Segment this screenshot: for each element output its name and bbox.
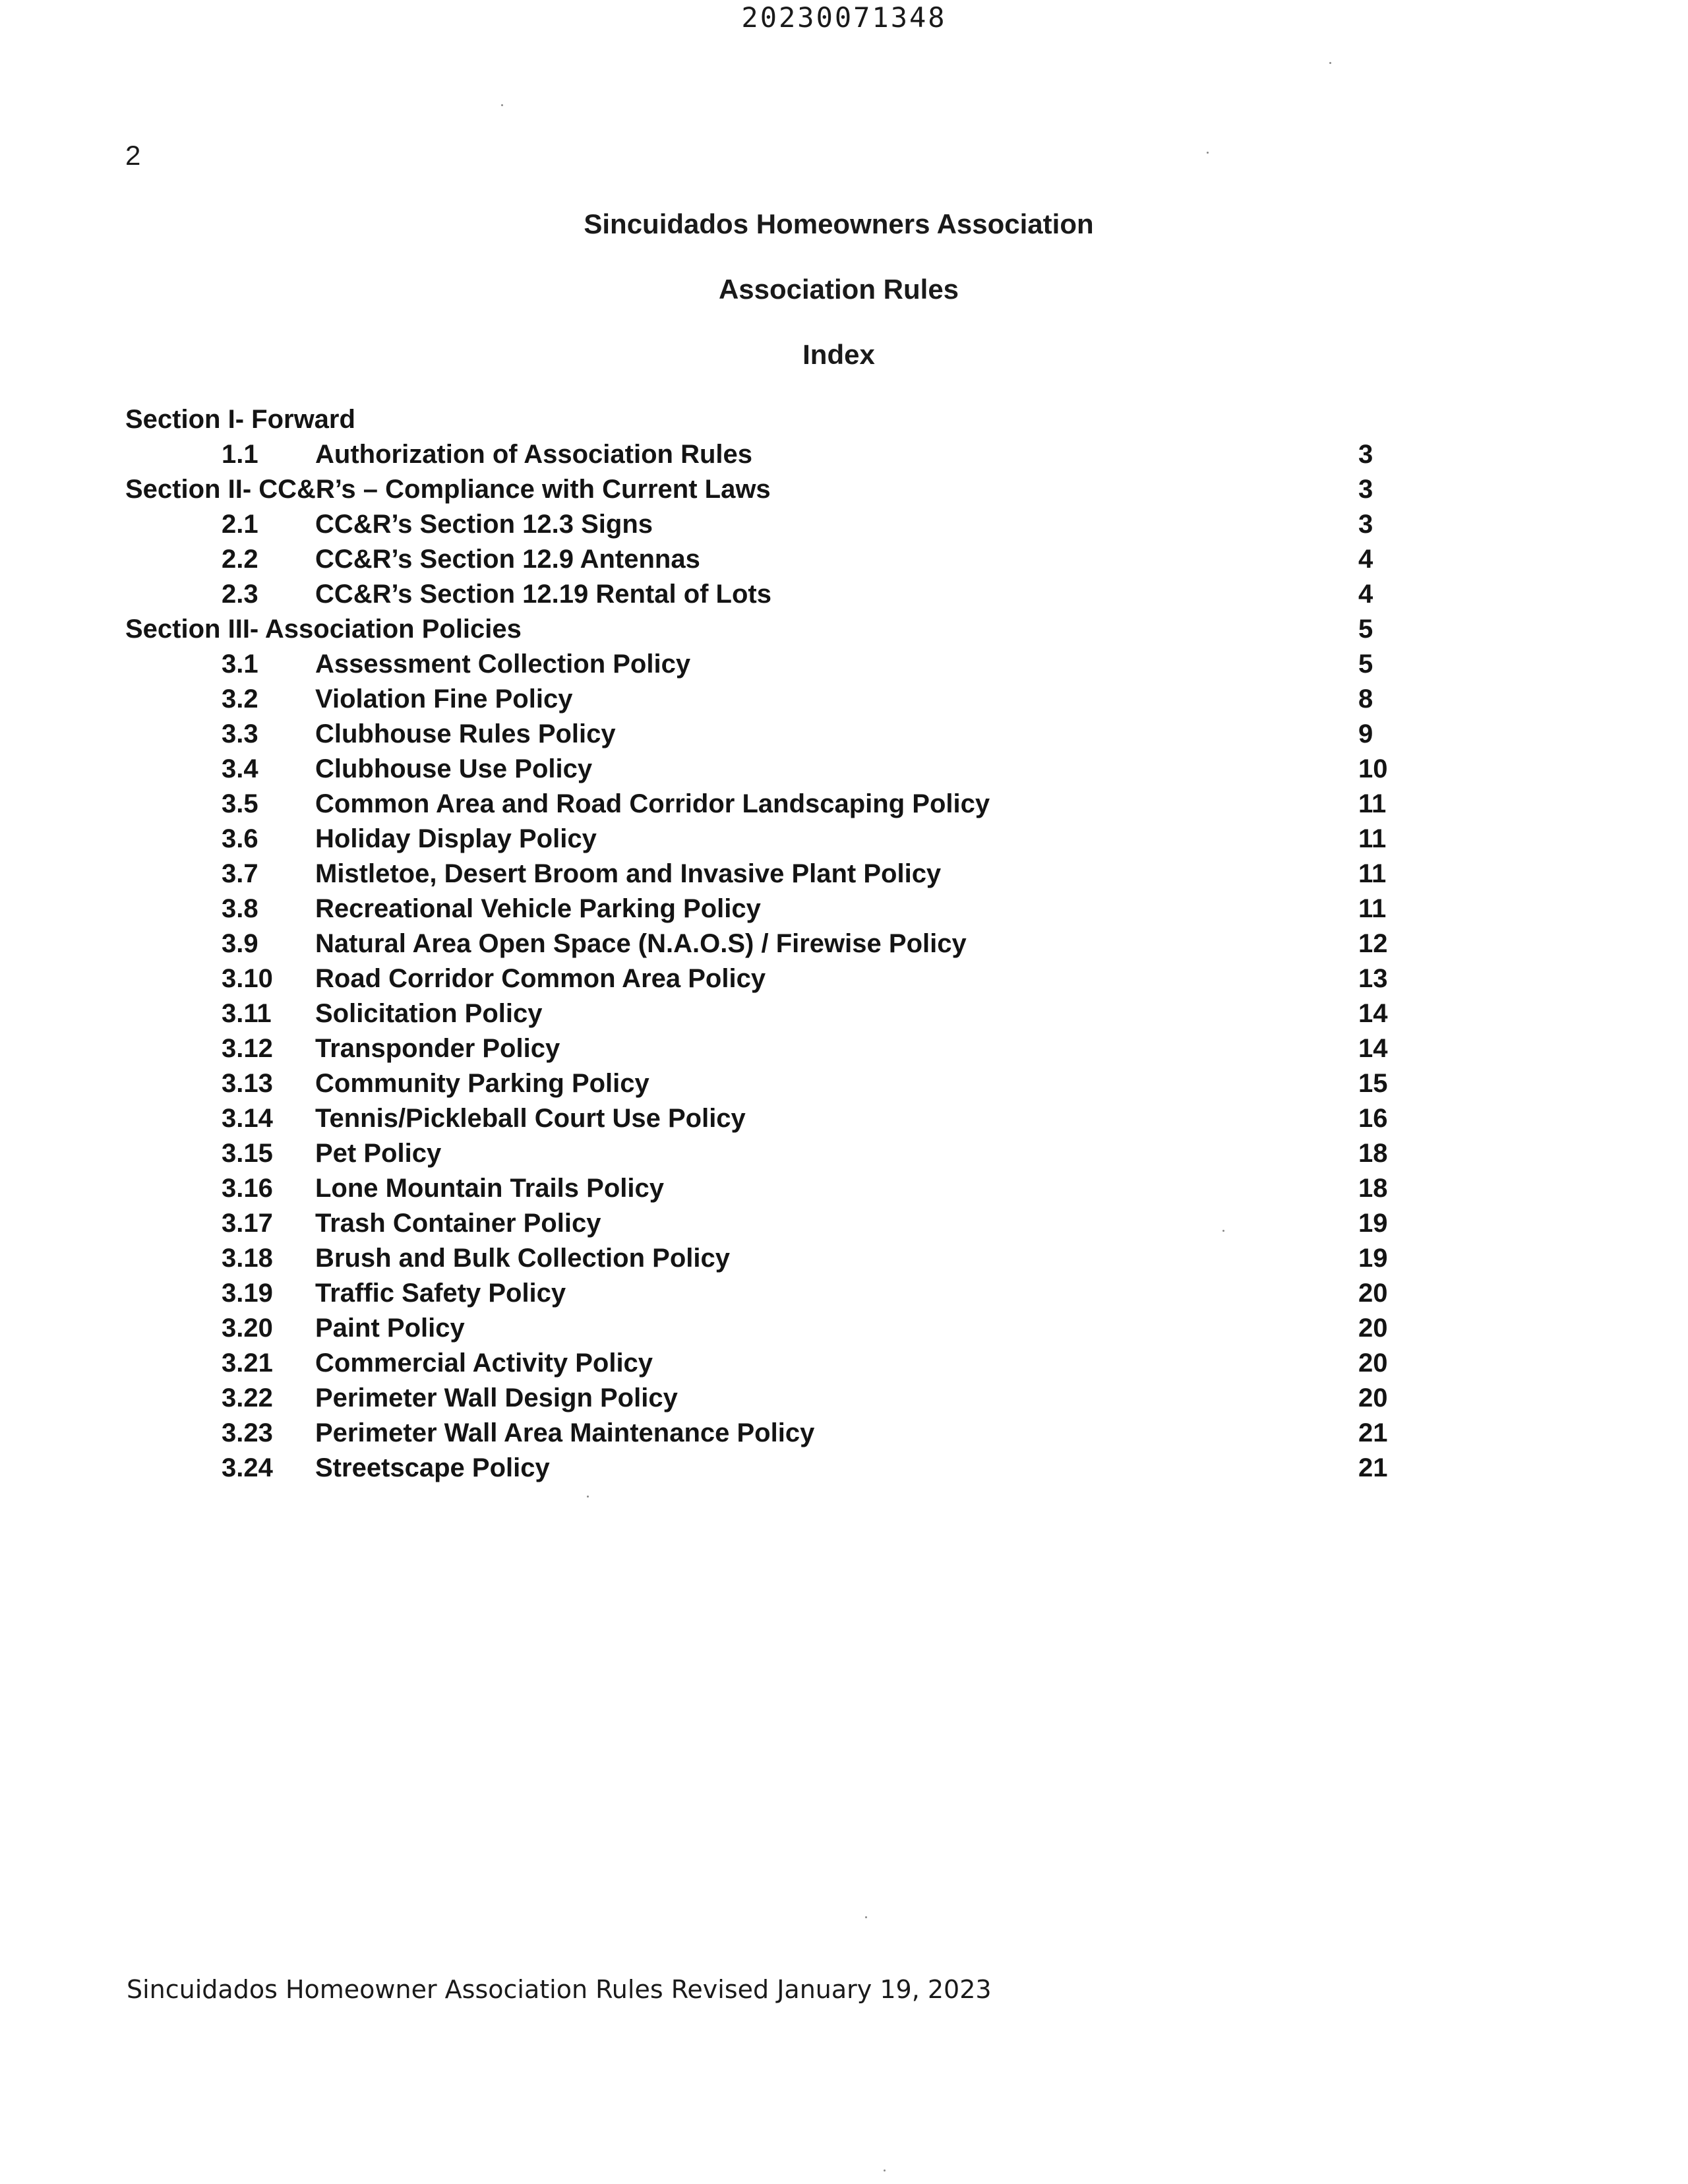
toc-item-label: Perimeter Wall Design Policy — [315, 1383, 678, 1412]
toc-item-row — [125, 1311, 1398, 1346]
toc-page-number: 20 — [1358, 1383, 1388, 1412]
toc-page-number: 16 — [1358, 1104, 1388, 1133]
toc-item-label: Holiday Display Policy — [315, 824, 597, 853]
toc-item-row — [125, 892, 1398, 926]
toc-page-number: 13 — [1358, 964, 1388, 993]
toc-item-row — [125, 507, 1398, 542]
toc-item-row — [125, 1381, 1398, 1416]
toc-item-label: CC&R’s Section 12.19 Rental of Lots — [315, 580, 771, 609]
toc-item-row — [125, 961, 1398, 996]
toc-item-row — [125, 1451, 1398, 1486]
toc-page-number: 21 — [1358, 1418, 1388, 1447]
toc-page-number: 10 — [1358, 754, 1388, 783]
scan-speck — [1329, 62, 1331, 64]
scan-speck — [865, 1916, 867, 1918]
toc-item-row — [125, 1136, 1398, 1171]
toc-item-number: 1.1 — [222, 440, 258, 469]
toc-item-number: 3.8 — [222, 894, 258, 923]
toc-page-number: 20 — [1358, 1279, 1388, 1308]
toc-item-number: 3.2 — [222, 684, 258, 713]
toc-item-row — [125, 717, 1398, 752]
toc-item-label: Community Parking Policy — [315, 1069, 649, 1098]
toc-page-number: 8 — [1358, 684, 1373, 713]
toc-page-number: 3 — [1358, 440, 1373, 469]
toc-item-label: Recreational Vehicle Parking Policy — [315, 894, 761, 923]
page-footer: Sincuidados Homeowner Association Rules Revised January 19, 2023 — [127, 1975, 992, 2004]
toc-item-row — [125, 1066, 1398, 1101]
toc-item-number: 3.19 — [222, 1279, 273, 1308]
toc-page-number: 3 — [1358, 510, 1373, 539]
toc-item-row — [125, 752, 1398, 787]
toc-page-number: 5 — [1358, 650, 1373, 679]
toc-item-label: Tennis/Pickleball Court Use Policy — [315, 1104, 746, 1133]
toc-page-number: 11 — [1358, 894, 1387, 923]
toc-item-number: 3.3 — [222, 719, 258, 748]
toc-item-label: Pet Policy — [315, 1139, 442, 1168]
toc-item-label: Clubhouse Rules Policy — [315, 719, 616, 748]
toc-item-label: Authorization of Association Rules — [315, 440, 752, 469]
toc-item-label: CC&R’s Section 12.9 Antennas — [315, 545, 700, 574]
toc-item-label: Mistletoe, Desert Broom and Invasive Plant Policy — [315, 859, 942, 888]
toc-item-row — [125, 542, 1398, 577]
toc-item-number: 3.17 — [222, 1209, 273, 1238]
toc-item-row — [125, 1346, 1398, 1381]
toc-item-label: Traffic Safety Policy — [315, 1279, 566, 1308]
toc-section-label: Section III- Association Policies — [125, 615, 522, 644]
toc-page-number: 4 — [1358, 545, 1373, 574]
toc-section-row — [125, 402, 1398, 437]
index-heading: Index — [802, 339, 875, 370]
toc-item-row — [125, 1031, 1398, 1066]
toc-page-number: 9 — [1358, 719, 1373, 748]
scan-speck — [587, 1496, 589, 1498]
toc-item-number: 3.22 — [222, 1383, 273, 1412]
toc-item-number: 3.13 — [222, 1069, 273, 1098]
toc-page-number: 5 — [1358, 615, 1373, 644]
toc-page-number: 11 — [1358, 859, 1387, 888]
toc-item-number: 2.3 — [222, 580, 258, 609]
toc-item-number: 3.20 — [222, 1314, 273, 1343]
toc-page-number: 18 — [1358, 1174, 1388, 1203]
toc-item-number: 3.9 — [222, 929, 258, 958]
toc-item-number: 3.5 — [222, 789, 258, 818]
toc-item-row — [125, 787, 1398, 822]
toc-item-number: 2.2 — [222, 545, 258, 574]
toc-page-number: 19 — [1358, 1209, 1388, 1238]
toc-item-label: Lone Mountain Trails Policy — [315, 1174, 664, 1203]
toc-item-label: Paint Policy — [315, 1314, 465, 1343]
toc-page-number: 14 — [1358, 999, 1388, 1028]
toc-item-label: CC&R’s Section 12.3 Signs — [315, 510, 653, 539]
toc-item-row — [125, 1241, 1398, 1276]
toc-item-label: Streetscape Policy — [315, 1453, 550, 1482]
toc-item-row — [125, 437, 1398, 472]
toc-item-number: 3.16 — [222, 1174, 273, 1203]
toc-item-number: 3.11 — [222, 999, 272, 1028]
toc-page-number: 3 — [1358, 475, 1373, 504]
toc-item-label: Perimeter Wall Area Maintenance Policy — [315, 1418, 815, 1447]
toc-section-label: Section II- CC&R’s – Compliance with Current Laws — [125, 475, 771, 504]
toc-page-number: 11 — [1358, 824, 1387, 853]
toc-item-label: Common Area and Road Corridor Landscaping Policy — [315, 789, 990, 818]
toc-item-row — [125, 926, 1398, 961]
toc-item-number: 3.10 — [222, 964, 273, 993]
toc-item-label: Assessment Collection Policy — [315, 650, 691, 679]
toc-item-number: 3.24 — [222, 1453, 273, 1482]
toc-item-label: Solicitation Policy — [315, 999, 543, 1028]
toc-page-number: 12 — [1358, 929, 1388, 958]
toc-item-row — [125, 857, 1398, 892]
toc-item-label: Transponder Policy — [315, 1034, 560, 1063]
table-of-contents — [125, 402, 1398, 1486]
toc-section-row — [125, 612, 1398, 647]
toc-item-label: Violation Fine Policy — [315, 684, 573, 713]
toc-item-number: 3.15 — [222, 1139, 273, 1168]
toc-page-number: 21 — [1358, 1453, 1388, 1482]
toc-item-label: Trash Container Policy — [315, 1209, 601, 1238]
toc-item-row — [125, 1101, 1398, 1136]
toc-item-label: Natural Area Open Space (N.A.O.S) / Firewise Policy — [315, 929, 967, 958]
toc-item-number: 3.12 — [222, 1034, 273, 1063]
toc-item-label: Clubhouse Use Policy — [315, 754, 593, 783]
toc-item-number: 3.14 — [222, 1104, 273, 1133]
scan-speck — [1222, 1230, 1224, 1232]
toc-section-row — [125, 472, 1398, 507]
toc-item-label: Commercial Activity Policy — [315, 1349, 653, 1378]
toc-page-number: 19 — [1358, 1244, 1388, 1273]
association-title: Sincuidados Homeowners Association — [584, 208, 1094, 239]
toc-page-number: 18 — [1358, 1139, 1388, 1168]
toc-item-number: 2.1 — [222, 510, 258, 539]
toc-page-number: 4 — [1358, 580, 1373, 609]
toc-page-number: 15 — [1358, 1069, 1388, 1098]
toc-item-row — [125, 1206, 1398, 1241]
toc-page-number: 11 — [1358, 789, 1387, 818]
scan-speck — [1207, 152, 1209, 154]
toc-item-number: 3.7 — [222, 859, 258, 888]
toc-section-label: Section I- Forward — [125, 405, 355, 434]
toc-item-row — [125, 1416, 1398, 1451]
toc-item-row — [125, 1276, 1398, 1311]
toc-item-number: 3.4 — [222, 754, 258, 783]
toc-item-row — [125, 577, 1398, 612]
recording-number: 20230071348 — [741, 1, 947, 34]
toc-page-number: 20 — [1358, 1349, 1388, 1378]
toc-item-number: 3.18 — [222, 1244, 273, 1273]
toc-page-number: 14 — [1358, 1034, 1388, 1063]
toc-item-row — [125, 1171, 1398, 1206]
toc-item-row — [125, 647, 1398, 682]
toc-item-row — [125, 822, 1398, 857]
toc-item-label: Brush and Bulk Collection Policy — [315, 1244, 730, 1273]
page-number: 2 — [125, 140, 141, 171]
toc-item-number: 3.6 — [222, 824, 258, 853]
toc-item-number: 3.21 — [222, 1349, 273, 1378]
scan-speck — [884, 2169, 886, 2171]
toc-page-number: 20 — [1358, 1314, 1388, 1343]
toc-item-number: 3.23 — [222, 1418, 273, 1447]
scan-speck — [501, 104, 503, 106]
toc-item-label: Road Corridor Common Area Policy — [315, 964, 766, 993]
toc-item-row — [125, 682, 1398, 717]
document-subtitle: Association Rules — [718, 274, 959, 305]
toc-item-number: 3.1 — [222, 650, 258, 679]
toc-item-row — [125, 996, 1398, 1031]
